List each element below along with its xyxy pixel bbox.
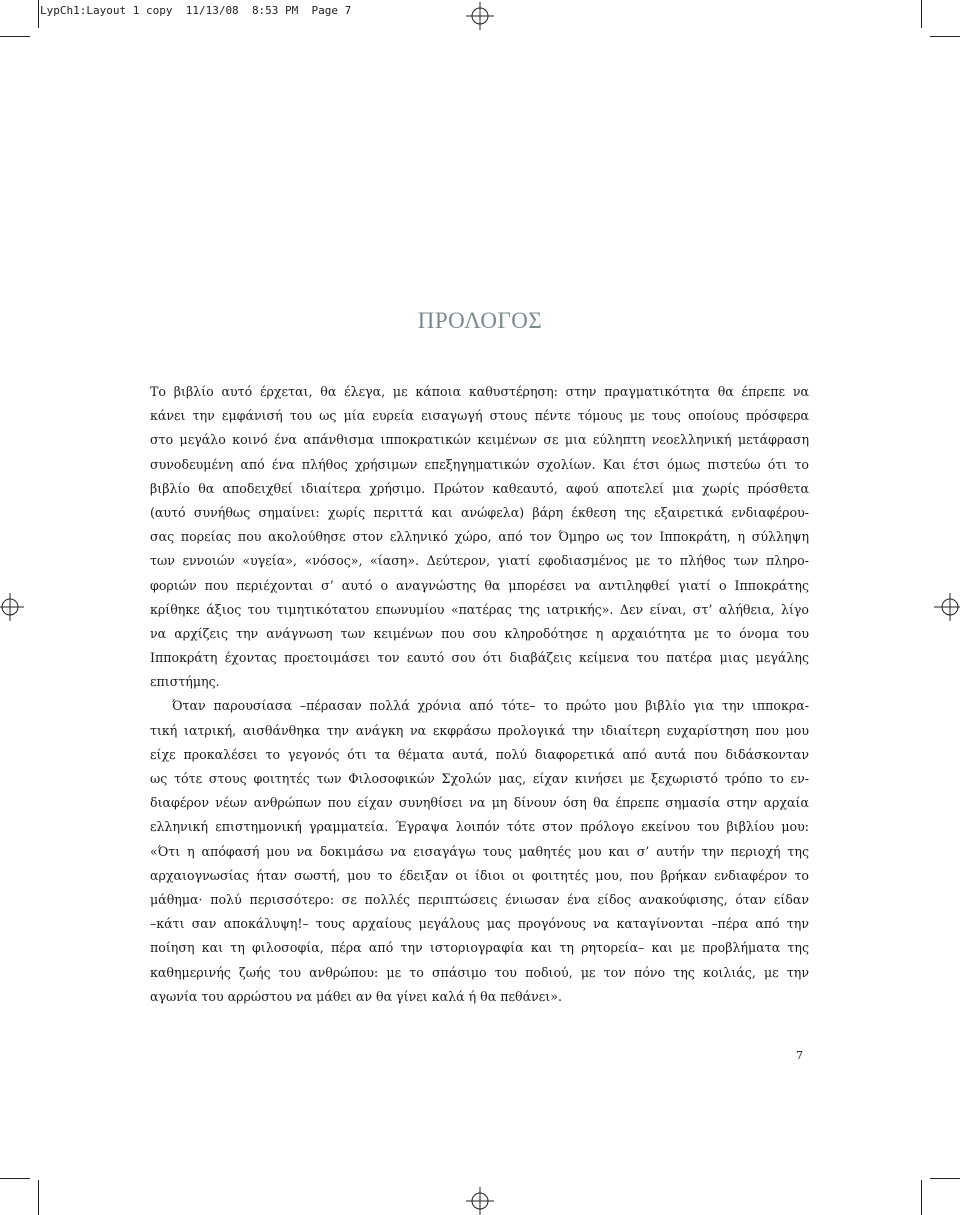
registration-mark-top-icon (466, 2, 494, 30)
text-line: Ιπποκράτη έχοντας προετοιμάσει τον εαυτό σου ότι διαβάζεις κείμενα του πατέρα μιας μεγάλης (150, 650, 809, 666)
text-line: στο μεγάλο κοινό ένα απάνθισμα ιπποκρατικών κειμένων σε μια εύληπτη νεοελληνική μετάφραση (150, 432, 809, 448)
text-line: σας πορείας που ακολούθησε στον ελληνικό χώρο, από τον Όμηρο ως τον Ιπποκράτη, η σύλληψη (150, 529, 809, 545)
text-line: Όταν παρουσίασα –πέρασαν πολλά χρόνια από τότε– το πρώτο μου βιβλίο για την ιπποκρα- (172, 698, 809, 714)
registration-mark-left-icon (0, 593, 24, 621)
crop-mark (930, 1178, 960, 1179)
crop-mark (0, 36, 30, 37)
registration-mark-bottom-icon (466, 1187, 494, 1215)
text-line: των εννοιών «υγεία», «νόσος», «ίαση». Δεύτερον, γιατί εφοδιασμένος με το πλήθος των πληρο- (150, 553, 809, 569)
crop-mark (38, 1180, 39, 1215)
text-line: κάνει την εμφάνισή του ως μία ευρεία εισαγωγή στους πέντε τόμους με τους οποίους πρόσφερα (150, 408, 809, 424)
registration-mark-right-icon (934, 593, 960, 621)
slug-date: 11/13/08 (185, 4, 239, 17)
crop-mark (930, 36, 960, 37)
text-line: ως τότε στους φοιτητές των Φιλοσοφικών Σχολών μας, είχαν κινήσει με ξεχωριστό τρόπο το εν- (150, 771, 809, 786)
paragraph (150, 380, 809, 694)
slug-page: Page 7 (311, 4, 352, 17)
text-line: να αρχίζεις την ανάγνωση των κειμένων που σου κληροδότησε η αρχαιότητα με το όνομα του (150, 625, 809, 641)
text-line: «Ότι η απόφασή μου να δοκιμάσω να εισαγάγω τους μαθητές μου και σ’ αυτήν την περιοχή της (150, 843, 809, 859)
text-line: συνοδευμένη από ένα πλήθος χρήσιμων επεξηγηματικών σχολίων. Και έτσι όμως πιστεύω ότι το (150, 456, 809, 472)
page-title: ΠΡΟΛΟΓΟΣ (417, 308, 543, 333)
text-line: μάθημα· πολύ περισσότερο: σε πολλές περιπτώσεις ένιωσαν ένα είδος ανακούφισης, όταν είδαν (150, 891, 809, 907)
body-text (150, 380, 809, 1009)
text-line: διαφέρον νέων ανθρώπων που είχαν συνηθίσει να μη δίνουν όση θα έπρεπε σημασία στην αρχαία (150, 795, 809, 811)
text-line: κρίθηκε άξιος του τιμητικότατου επωνυμίου «πατέρας της ιατρικής». Δεν είναι, στ’ αλήθεια, λίγο (150, 601, 809, 617)
page-number: 7 (796, 1049, 803, 1062)
text-line: –κάτι σαν αποκάλυψη!– τους αρχαίους μεγάλους μας προγόνους να καταγίνονται –πέρα από την (150, 916, 809, 932)
slug-file: LypCh1:Layout 1 copy (40, 4, 173, 17)
text-line: βιβλίο θα αποδειχθεί ιδιαίτερα χρήσιμο. Πρώτον καθεαυτό, αφού αποτελεί μια χωρίς πρόσθετα (150, 480, 809, 496)
text-line: (αυτό συνήθως σημαίνει: χωρίς περιττά και ανώφελα) βάρη έκθεση της εξαιρετικά ενδιαφέρου- (150, 504, 809, 520)
text-line: Το βιβλίο αυτό έρχεται, θα έλεγα, με κάποια καθυστέρηση: στην πραγματικότητα θα έπρεπε να (150, 384, 809, 399)
text-line: ελληνική επιστημονική γραμματεία. Έγραψα λοιπόν τότε στον πρόλογο εκείνου του βιβλίου μου: (150, 819, 809, 835)
text-line: αρχαιογνωσίας ήταν σωστή, μου το έδειξαν οι ίδιοι οι φοιτητές μου, που βρήκαν ενδιαφέρον το (150, 867, 809, 883)
crop-mark (0, 1178, 30, 1179)
crop-mark (921, 0, 922, 28)
text-line: επιστήμης. (150, 674, 220, 690)
crop-mark (38, 0, 39, 28)
text-line: ποίηση και τη φιλοσοφία, πέρα από την ιστοριογραφία και τη ρητορεία– και με προβλήματα της (150, 940, 809, 956)
slug-time: 8:53 PM (251, 4, 299, 17)
crop-mark (921, 1180, 922, 1215)
text-line: φοριών που περιέχονται σ’ αυτό ο αναγνώστης θα μπορέσει να αντιληφθεί γιατί ο Ιπποκράτης (150, 577, 809, 593)
paragraph (150, 694, 809, 1008)
text-line: είχε προκαλέσει το γεγονός ότι τα θέματα αυτά, πολύ διαφορετικά από αυτά που διδάσκονταν (150, 746, 809, 762)
text-line: τική ιατρική, αισθάνθηκα την ανάγκη να εκφράσω προλογικά την ιδιαίτερη ευχαρίστηση που μου (150, 722, 809, 738)
text-line: αγωνία του αρρώστου να μάθει αν θα γίνει καλά ή θα πεθάνει». (150, 988, 562, 1004)
text-line: καθημερινής ζωής του ανθρώπου: με το σπάσιμο του ποδιού, με τον πόνο της κοιλιάς, με την (150, 964, 809, 980)
print-slug (40, 4, 351, 17)
